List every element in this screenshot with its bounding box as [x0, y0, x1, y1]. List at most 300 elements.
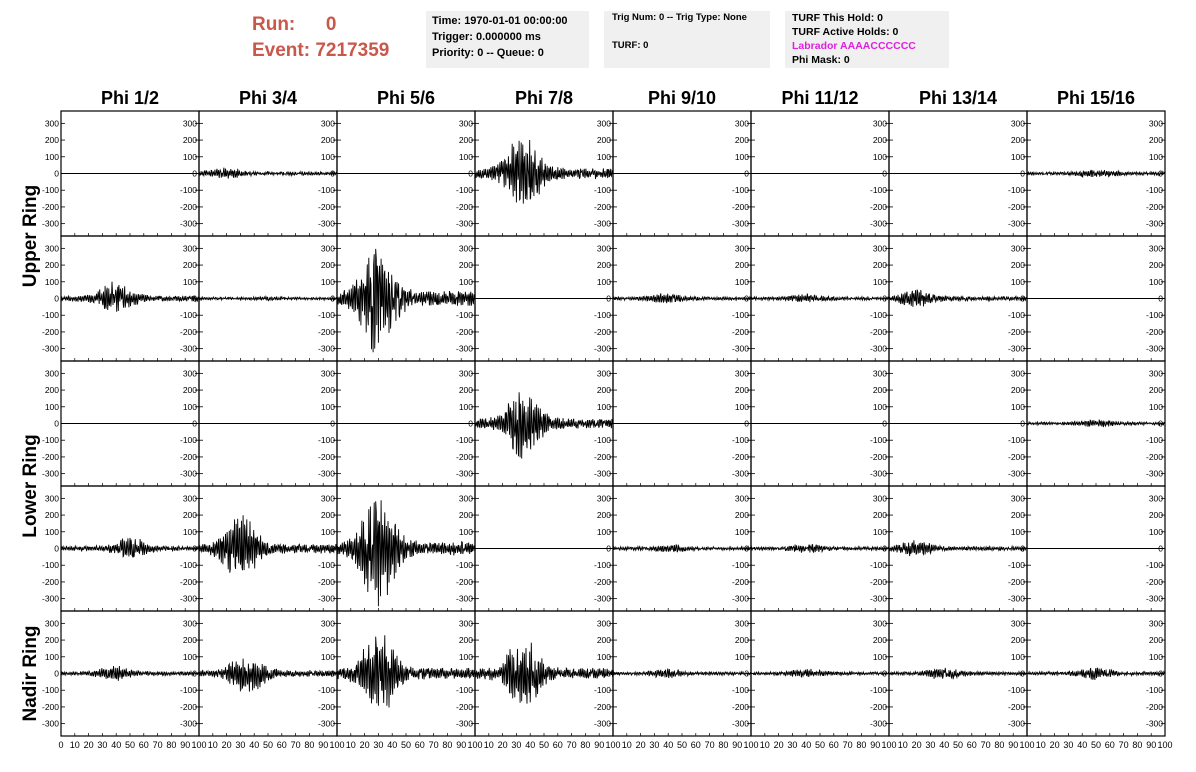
- y-tick-label: 300: [320, 493, 335, 504]
- y-tick-label: -200: [1007, 201, 1025, 212]
- x-tick-label: 50: [1090, 740, 1102, 750]
- x-tick-label: 60: [966, 740, 977, 750]
- x-tick-label: 10: [345, 740, 356, 750]
- y-tick-label: -300: [317, 343, 335, 354]
- x-tick-label: 70: [428, 740, 439, 750]
- y-tick-label: 300: [1148, 118, 1163, 129]
- waveform-trace: [337, 500, 475, 606]
- trigger-text: Trigger: 0.000000 ms: [432, 31, 541, 43]
- y-tick-label: -100: [179, 185, 197, 196]
- y-tick-label: 0: [468, 418, 473, 429]
- y-tick-label: 100: [734, 151, 749, 162]
- y-tick-label: -200: [455, 701, 473, 712]
- y-tick-label: 100: [44, 651, 59, 662]
- waveform-trace: [475, 140, 613, 204]
- waveform-trace: [889, 668, 1027, 679]
- y-tick-label: 300: [44, 368, 59, 379]
- x-tick-label: 20: [83, 740, 94, 750]
- y-tick-label: 300: [596, 493, 611, 504]
- y-tick-label: 300: [458, 618, 473, 629]
- waveform-trace: [613, 669, 751, 678]
- y-tick-label: 200: [1010, 510, 1025, 521]
- y-tick-label: -200: [317, 451, 335, 462]
- y-tick-label: 200: [458, 510, 473, 521]
- y-tick-label: 100: [182, 651, 197, 662]
- x-tick-label: 100: [1157, 740, 1173, 750]
- y-tick-label: 0: [882, 293, 887, 304]
- labrador-text: Labrador AAAACCCCCC: [792, 40, 916, 52]
- x-tick-label: 10: [207, 740, 218, 750]
- y-tick-label: 200: [182, 635, 197, 646]
- x-tick-label: 80: [304, 740, 315, 750]
- y-tick-label: 100: [320, 276, 335, 287]
- x-tick-label: 0: [58, 740, 64, 750]
- y-tick-label: 200: [458, 260, 473, 271]
- y-tick-label: -200: [455, 201, 473, 212]
- y-tick-label: 100: [872, 526, 887, 537]
- y-tick-label: 200: [182, 510, 197, 521]
- run-label: Run:: [252, 14, 296, 35]
- y-tick-label: -200: [1007, 326, 1025, 337]
- y-tick-label: 300: [320, 243, 335, 254]
- x-tick-label: 10: [621, 740, 632, 750]
- y-tick-label: -300: [1007, 468, 1025, 479]
- x-tick-label: 90: [180, 740, 191, 750]
- y-tick-label: 100: [458, 151, 473, 162]
- x-tick-label: 30: [373, 740, 384, 750]
- x-tick-label: 90: [732, 740, 743, 750]
- y-tick-label: -200: [179, 326, 197, 337]
- y-tick-label: -100: [455, 310, 473, 321]
- y-tick-label: -300: [593, 468, 611, 479]
- x-tick-label: 20: [497, 740, 508, 750]
- turf-text: TURF: 0: [612, 40, 649, 51]
- y-tick-label: 200: [320, 635, 335, 646]
- y-tick-label: 0: [1020, 543, 1025, 554]
- y-tick-label: 300: [596, 618, 611, 629]
- y-tick-label: 200: [872, 635, 887, 646]
- y-tick-label: -100: [41, 685, 59, 696]
- x-tick-label: 100: [467, 740, 483, 750]
- y-tick-label: 300: [182, 118, 197, 129]
- x-tick-label: 60: [690, 740, 701, 750]
- y-tick-label: 0: [882, 418, 887, 429]
- y-tick-label: -100: [1145, 185, 1163, 196]
- x-tick-label: 20: [773, 740, 784, 750]
- y-tick-label: 100: [1148, 526, 1163, 537]
- y-tick-label: 300: [596, 368, 611, 379]
- x-tick-label: 90: [456, 740, 467, 750]
- y-tick-label: -200: [731, 326, 749, 337]
- y-tick-label: -300: [1145, 468, 1163, 479]
- y-tick-label: 100: [734, 651, 749, 662]
- x-tick-label: 30: [1063, 740, 1074, 750]
- y-tick-label: -300: [179, 593, 197, 604]
- x-tick-label: 70: [1118, 740, 1129, 750]
- y-tick-label: -100: [1007, 185, 1025, 196]
- y-tick-label: 0: [468, 293, 473, 304]
- y-tick-label: 200: [734, 260, 749, 271]
- y-tick-label: -100: [179, 310, 197, 321]
- y-tick-label: -200: [455, 451, 473, 462]
- x-tick-label: 100: [1019, 740, 1035, 750]
- y-tick-label: 200: [1010, 635, 1025, 646]
- x-tick-label: 50: [400, 740, 412, 750]
- y-tick-label: -200: [731, 576, 749, 587]
- y-tick-label: 300: [458, 118, 473, 129]
- y-tick-label: 100: [872, 276, 887, 287]
- y-tick-label: -200: [1145, 201, 1163, 212]
- y-tick-label: 300: [1010, 493, 1025, 504]
- y-tick-label: -300: [179, 218, 197, 229]
- y-tick-label: -100: [731, 685, 749, 696]
- y-tick-label: 200: [182, 135, 197, 146]
- y-tick-label: -300: [41, 343, 59, 354]
- y-tick-label: 100: [320, 401, 335, 412]
- x-tick-label: 50: [814, 740, 826, 750]
- x-tick-label: 100: [191, 740, 207, 750]
- time-text: Time: 1970-01-01 00:00:00: [432, 15, 568, 27]
- y-tick-label: -100: [455, 685, 473, 696]
- y-tick-label: 200: [872, 385, 887, 396]
- y-tick-label: 200: [1010, 135, 1025, 146]
- x-tick-label: 80: [718, 740, 729, 750]
- y-tick-label: -300: [731, 343, 749, 354]
- y-tick-label: 200: [44, 635, 59, 646]
- y-tick-label: -300: [41, 718, 59, 729]
- y-tick-label: -100: [1007, 685, 1025, 696]
- turf-this-hold-text: TURF This Hold: 0: [792, 12, 883, 24]
- x-tick-label: 80: [1132, 740, 1143, 750]
- y-tick-label: 200: [1010, 385, 1025, 396]
- y-tick-label: 200: [596, 635, 611, 646]
- y-tick-label: 0: [54, 543, 59, 554]
- x-tick-label: 10: [483, 740, 494, 750]
- y-tick-label: -100: [869, 185, 887, 196]
- y-tick-label: 100: [596, 151, 611, 162]
- y-tick-label: 0: [882, 543, 887, 554]
- y-tick-label: 300: [458, 368, 473, 379]
- x-tick-label: 90: [870, 740, 881, 750]
- y-tick-label: 0: [330, 543, 335, 554]
- y-tick-label: -200: [1007, 576, 1025, 587]
- y-tick-label: -200: [593, 451, 611, 462]
- y-tick-label: -200: [41, 576, 59, 587]
- y-tick-label: -100: [317, 435, 335, 446]
- y-tick-label: -100: [593, 435, 611, 446]
- column-header: Phi 5/6: [376, 88, 436, 108]
- y-tick-label: -300: [1007, 718, 1025, 729]
- y-tick-label: -100: [869, 435, 887, 446]
- x-tick-label: 40: [111, 740, 122, 750]
- y-tick-label: 200: [1148, 510, 1163, 521]
- y-tick-label: 200: [734, 385, 749, 396]
- x-tick-label: 60: [414, 740, 425, 750]
- waveform-trace: [61, 666, 199, 681]
- y-tick-label: 300: [1148, 243, 1163, 254]
- y-tick-label: -100: [41, 560, 59, 571]
- y-tick-label: 100: [596, 651, 611, 662]
- x-tick-label: 70: [704, 740, 715, 750]
- y-tick-label: -200: [1007, 451, 1025, 462]
- waveform-trace: [1027, 170, 1165, 177]
- y-tick-label: 100: [320, 151, 335, 162]
- y-tick-label: 0: [606, 543, 611, 554]
- y-tick-label: 100: [596, 401, 611, 412]
- x-tick-label: 90: [1008, 740, 1019, 750]
- y-tick-label: 200: [320, 260, 335, 271]
- y-tick-label: -200: [41, 201, 59, 212]
- y-tick-label: 0: [330, 293, 335, 304]
- y-tick-label: -100: [869, 310, 887, 321]
- y-tick-label: -300: [1145, 593, 1163, 604]
- y-tick-label: 0: [468, 668, 473, 679]
- y-tick-label: -100: [869, 685, 887, 696]
- y-tick-label: 300: [320, 118, 335, 129]
- y-tick-label: -300: [869, 218, 887, 229]
- y-tick-label: 100: [182, 401, 197, 412]
- y-tick-label: -200: [41, 701, 59, 712]
- y-tick-label: -100: [731, 560, 749, 571]
- y-tick-label: 0: [744, 418, 749, 429]
- y-tick-label: 300: [872, 243, 887, 254]
- y-tick-label: 300: [320, 618, 335, 629]
- y-tick-label: 0: [1158, 168, 1163, 179]
- y-tick-label: 0: [882, 668, 887, 679]
- waveform-trace: [199, 168, 337, 179]
- y-tick-label: -300: [869, 718, 887, 729]
- y-tick-label: 200: [1148, 385, 1163, 396]
- y-tick-label: -200: [455, 326, 473, 337]
- y-tick-label: 200: [182, 385, 197, 396]
- x-tick-label: 60: [828, 740, 839, 750]
- x-tick-label: 30: [787, 740, 798, 750]
- y-tick-label: -300: [869, 468, 887, 479]
- x-tick-label: 40: [1077, 740, 1088, 750]
- x-tick-label: 40: [525, 740, 536, 750]
- x-tick-label: 10: [69, 740, 80, 750]
- x-tick-label: 30: [511, 740, 522, 750]
- y-tick-label: 100: [734, 276, 749, 287]
- y-tick-label: 300: [1148, 368, 1163, 379]
- column-header: Phi 3/4: [238, 88, 298, 108]
- y-tick-label: 300: [734, 368, 749, 379]
- y-tick-label: 100: [1010, 276, 1025, 287]
- y-tick-label: 300: [872, 118, 887, 129]
- y-tick-label: -100: [41, 185, 59, 196]
- y-tick-label: -100: [1145, 310, 1163, 321]
- turf-active-holds-text: TURF Active Holds: 0: [792, 26, 899, 38]
- waveform-trace: [751, 544, 889, 553]
- waveform-trace: [751, 294, 889, 303]
- y-tick-label: -300: [317, 593, 335, 604]
- y-tick-label: -300: [593, 593, 611, 604]
- y-tick-label: 300: [320, 368, 335, 379]
- y-tick-label: -100: [317, 310, 335, 321]
- y-tick-label: 100: [458, 526, 473, 537]
- x-tick-label: 70: [152, 740, 163, 750]
- y-tick-label: 0: [330, 668, 335, 679]
- y-tick-label: -200: [179, 201, 197, 212]
- y-tick-label: -100: [455, 560, 473, 571]
- y-tick-label: 0: [1020, 418, 1025, 429]
- ring-label: Lower Ring: [20, 434, 41, 538]
- y-tick-label: -100: [179, 560, 197, 571]
- y-tick-label: 300: [872, 493, 887, 504]
- y-tick-label: 100: [44, 151, 59, 162]
- y-tick-label: -200: [317, 576, 335, 587]
- y-tick-label: -100: [593, 685, 611, 696]
- y-tick-label: 300: [734, 118, 749, 129]
- y-tick-label: -100: [1007, 435, 1025, 446]
- waveform-trace: [1027, 668, 1165, 680]
- y-tick-label: 0: [606, 168, 611, 179]
- y-tick-label: 100: [1010, 151, 1025, 162]
- y-tick-label: -100: [731, 310, 749, 321]
- y-tick-label: 100: [182, 151, 197, 162]
- waveform-trace: [199, 297, 337, 301]
- waveform-trace: [751, 669, 889, 678]
- y-tick-label: -300: [455, 343, 473, 354]
- y-tick-label: -300: [41, 468, 59, 479]
- y-tick-label: -300: [179, 718, 197, 729]
- event-label: Event:: [252, 40, 311, 61]
- x-tick-label: 70: [566, 740, 577, 750]
- y-tick-label: 300: [182, 493, 197, 504]
- y-tick-label: 200: [872, 260, 887, 271]
- y-tick-label: 200: [1148, 635, 1163, 646]
- y-tick-label: -300: [455, 593, 473, 604]
- y-tick-label: -300: [731, 218, 749, 229]
- y-tick-label: -200: [869, 451, 887, 462]
- y-tick-label: -300: [41, 593, 59, 604]
- phi-mask-text: Phi Mask: 0: [792, 54, 850, 66]
- y-tick-label: 100: [1010, 401, 1025, 412]
- y-tick-label: -300: [1145, 718, 1163, 729]
- y-tick-label: 200: [734, 510, 749, 521]
- y-tick-label: 0: [606, 668, 611, 679]
- ring-label: Nadir Ring: [20, 625, 41, 722]
- y-tick-label: 100: [872, 401, 887, 412]
- y-tick-label: 200: [872, 510, 887, 521]
- y-tick-label: -300: [593, 343, 611, 354]
- y-tick-label: 200: [872, 135, 887, 146]
- y-tick-label: 0: [54, 418, 59, 429]
- y-tick-label: 100: [44, 401, 59, 412]
- y-tick-label: 300: [44, 243, 59, 254]
- y-tick-label: -100: [593, 560, 611, 571]
- x-tick-label: 40: [801, 740, 812, 750]
- y-tick-label: 200: [1148, 135, 1163, 146]
- y-tick-label: 100: [320, 651, 335, 662]
- waveform-trace: [61, 538, 199, 557]
- x-tick-label: 70: [980, 740, 991, 750]
- y-tick-label: 100: [182, 526, 197, 537]
- y-tick-label: 200: [596, 135, 611, 146]
- y-tick-label: 200: [320, 510, 335, 521]
- x-tick-label: 60: [276, 740, 287, 750]
- y-tick-label: -100: [41, 435, 59, 446]
- y-tick-label: 0: [744, 293, 749, 304]
- y-tick-label: -200: [869, 201, 887, 212]
- waveform-trace: [337, 635, 475, 707]
- y-tick-label: 0: [1158, 668, 1163, 679]
- y-tick-label: 300: [44, 118, 59, 129]
- y-tick-label: 300: [458, 243, 473, 254]
- y-tick-label: -100: [317, 685, 335, 696]
- x-tick-label: 100: [743, 740, 759, 750]
- y-tick-label: 0: [1020, 168, 1025, 179]
- x-tick-label: 50: [124, 740, 136, 750]
- x-tick-label: 30: [235, 740, 246, 750]
- y-tick-label: -200: [317, 701, 335, 712]
- waveform-trace: [61, 282, 199, 312]
- y-tick-label: -200: [593, 576, 611, 587]
- y-tick-label: 300: [872, 368, 887, 379]
- y-tick-label: -200: [1007, 701, 1025, 712]
- y-tick-label: -200: [455, 576, 473, 587]
- x-tick-label: 100: [329, 740, 345, 750]
- y-tick-label: 200: [458, 135, 473, 146]
- y-tick-label: 200: [44, 260, 59, 271]
- x-tick-label: 20: [1049, 740, 1060, 750]
- run-value: 0: [325, 14, 337, 35]
- y-tick-label: -200: [869, 576, 887, 587]
- x-tick-label: 10: [897, 740, 908, 750]
- x-tick-label: 40: [249, 740, 260, 750]
- y-tick-label: -300: [41, 218, 59, 229]
- x-tick-label: 10: [759, 740, 770, 750]
- waveform-trace: [199, 659, 337, 692]
- x-tick-label: 100: [605, 740, 621, 750]
- x-tick-label: 60: [1104, 740, 1115, 750]
- y-tick-label: -300: [455, 218, 473, 229]
- y-tick-label: -100: [1007, 310, 1025, 321]
- y-tick-label: -200: [593, 326, 611, 337]
- y-tick-label: 0: [1020, 293, 1025, 304]
- waveform-trace: [889, 540, 1027, 556]
- y-tick-label: -300: [1007, 218, 1025, 229]
- y-tick-label: -300: [593, 718, 611, 729]
- ring-label: Upper Ring: [20, 184, 41, 288]
- y-tick-label: -100: [593, 310, 611, 321]
- y-tick-label: -100: [1145, 435, 1163, 446]
- x-tick-label: 70: [842, 740, 853, 750]
- y-tick-label: -300: [1007, 593, 1025, 604]
- x-tick-label: 50: [538, 740, 550, 750]
- y-tick-label: -300: [179, 343, 197, 354]
- y-tick-label: 300: [44, 493, 59, 504]
- y-tick-label: 100: [1148, 276, 1163, 287]
- x-tick-label: 70: [290, 740, 301, 750]
- x-tick-label: 60: [138, 740, 149, 750]
- y-tick-label: 100: [458, 276, 473, 287]
- y-tick-label: 0: [468, 168, 473, 179]
- y-tick-label: 0: [1158, 418, 1163, 429]
- y-tick-label: -300: [869, 343, 887, 354]
- y-tick-label: 100: [596, 276, 611, 287]
- y-tick-label: -200: [179, 701, 197, 712]
- x-tick-label: 40: [387, 740, 398, 750]
- waveform-trace: [337, 249, 475, 352]
- y-tick-label: -300: [731, 593, 749, 604]
- y-tick-label: -200: [1145, 326, 1163, 337]
- y-tick-label: -100: [41, 310, 59, 321]
- x-tick-label: 80: [580, 740, 591, 750]
- y-tick-label: 300: [1010, 243, 1025, 254]
- y-tick-label: 100: [1148, 151, 1163, 162]
- y-tick-label: 0: [192, 543, 197, 554]
